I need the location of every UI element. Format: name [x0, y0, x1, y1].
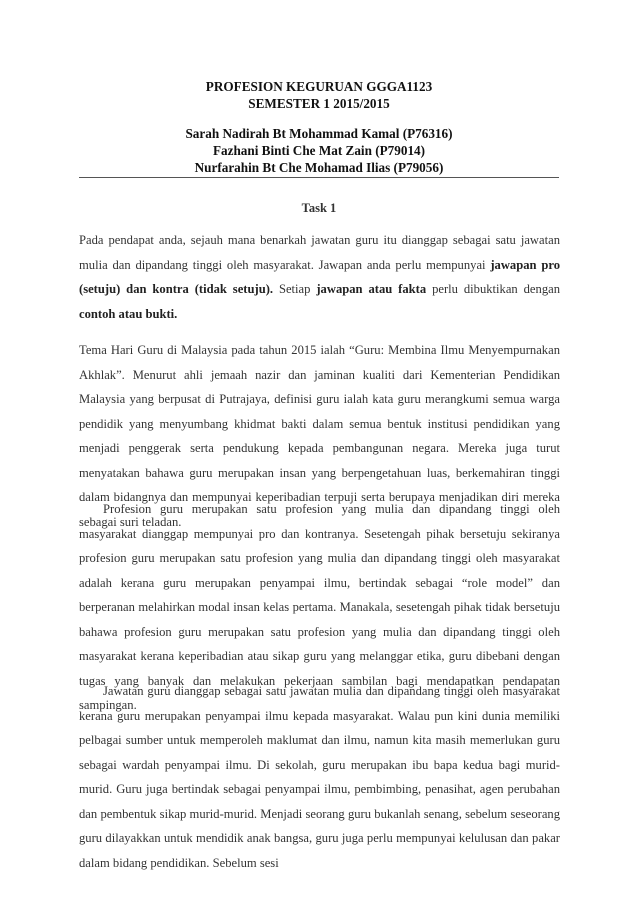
- author-line: Sarah Nadirah Bt Mohammad Kamal (P76316): [185, 126, 453, 141]
- question-emphasis: contoh atau bukti.: [79, 306, 178, 321]
- author-line: Fazhani Binti Che Mat Zain (P79014): [212, 143, 426, 158]
- question-text: Setiap: [273, 282, 317, 296]
- body-paragraph: Jawatan guru dianggap sebagai satu jawatan mulia dan dipandang tinggi oleh masyarakat kerana guru merupakan penyampai ilmu kepada masyarakat. Walau pun kini dunia memiliki pelbagai sumber untuk memperoleh maklumat dan ilmu, namun kita masih memerlukan guru sebagai wardah penyampai ilmu. Di sekolah, guru merupakan ibu bapa kedua bagi murid-murid. Guru juga bertindak sebagai penyampai ilmu, pembimbing, penasihat, agen perubahan dan pembentuk sikap murid-murid. Menjadi seorang guru bukanlah senang, sebelum seseorang guru dilayakkan untuk mendidik anak bangsa, guru juga perlu mempunyai kelulusan dan pakar dalam bidang pendidikan. Sebelum sesi: [79, 684, 560, 870]
- task-title: Task 1: [301, 201, 337, 215]
- body-paragraph: Tema Hari Guru di Malaysia pada tahun 2015 ialah “Guru: Membina Ilmu Menyempurnakan Akhlak”. Menurut ahli jemaah nazir dan jaminan kualiti dari Kementerian Pendidikan Malaysia yang berpusat di Putrajaya, definisi guru ialah kata guru merangkumi semua warga pendidik yang menyumbang khidmat bakti dalam semua bentuk institusi pendidikan yang menjadi penggerak serta pendukung kepada pembangunan negara. Mereka juga turut menyatakan bahawa guru merupakan insan yang berpengetahuan luas, berkemahiran tinggi dalam bidangnya dan mempunyai keperibadian terpuji serta berupaya menjadikan diri mereka sebagai suri teladan.: [79, 343, 560, 529]
- course-title: PROFESION KEGURUAN GGGA1123: [205, 79, 433, 94]
- question-text: perlu dibuktikan dengan: [426, 282, 561, 296]
- author-line: Nurfarahin Bt Che Mohamad Ilias (P79056): [194, 160, 444, 175]
- question-emphasis: jawapan atau fakta: [316, 282, 427, 296]
- header-divider: [79, 177, 559, 178]
- task-question: [79, 228, 560, 326]
- question-text: Pada pendapat anda, sejauh mana benarkah jawatan guru itu dianggap sebagai satu jawatan mulia dan dipandang tinggi oleh masyarakat. Jawapan anda perlu mempunyai: [79, 233, 560, 272]
- body-paragraph: Profesion guru merupakan satu profesion yang mulia dan dipandang tinggi oleh masyarakat dianggap mempunyai pro dan kontranya. Sesetengah pihak bersetuju sekiranya profesion guru merupakan satu profesion yang mulia dan dipandang tinggi oleh masyarakat adalah kerana guru merupakan penyampai ilmu, bertindak sebagai “role model” dan berperanan melahirkan modal insan kelas pertama. Manakala, sesetengah pihak tidak bersetuju bahawa profesion guru merupakan satu profesion yang mulia dan dipandang tinggi oleh masyarakat kerana keperibadian atau sikap guru yang melanggar etika, guru dibebani dengan tugas yang banyak dan melakukan pekerjaan sambilan bagi mendapatkan pendapatan sampingan.: [79, 502, 560, 712]
- semester-label: SEMESTER 1 2015/2015: [248, 96, 390, 111]
- question-emphasis: jawapan pro (setuju) dan kontra (tidak setuju).: [79, 257, 560, 296]
